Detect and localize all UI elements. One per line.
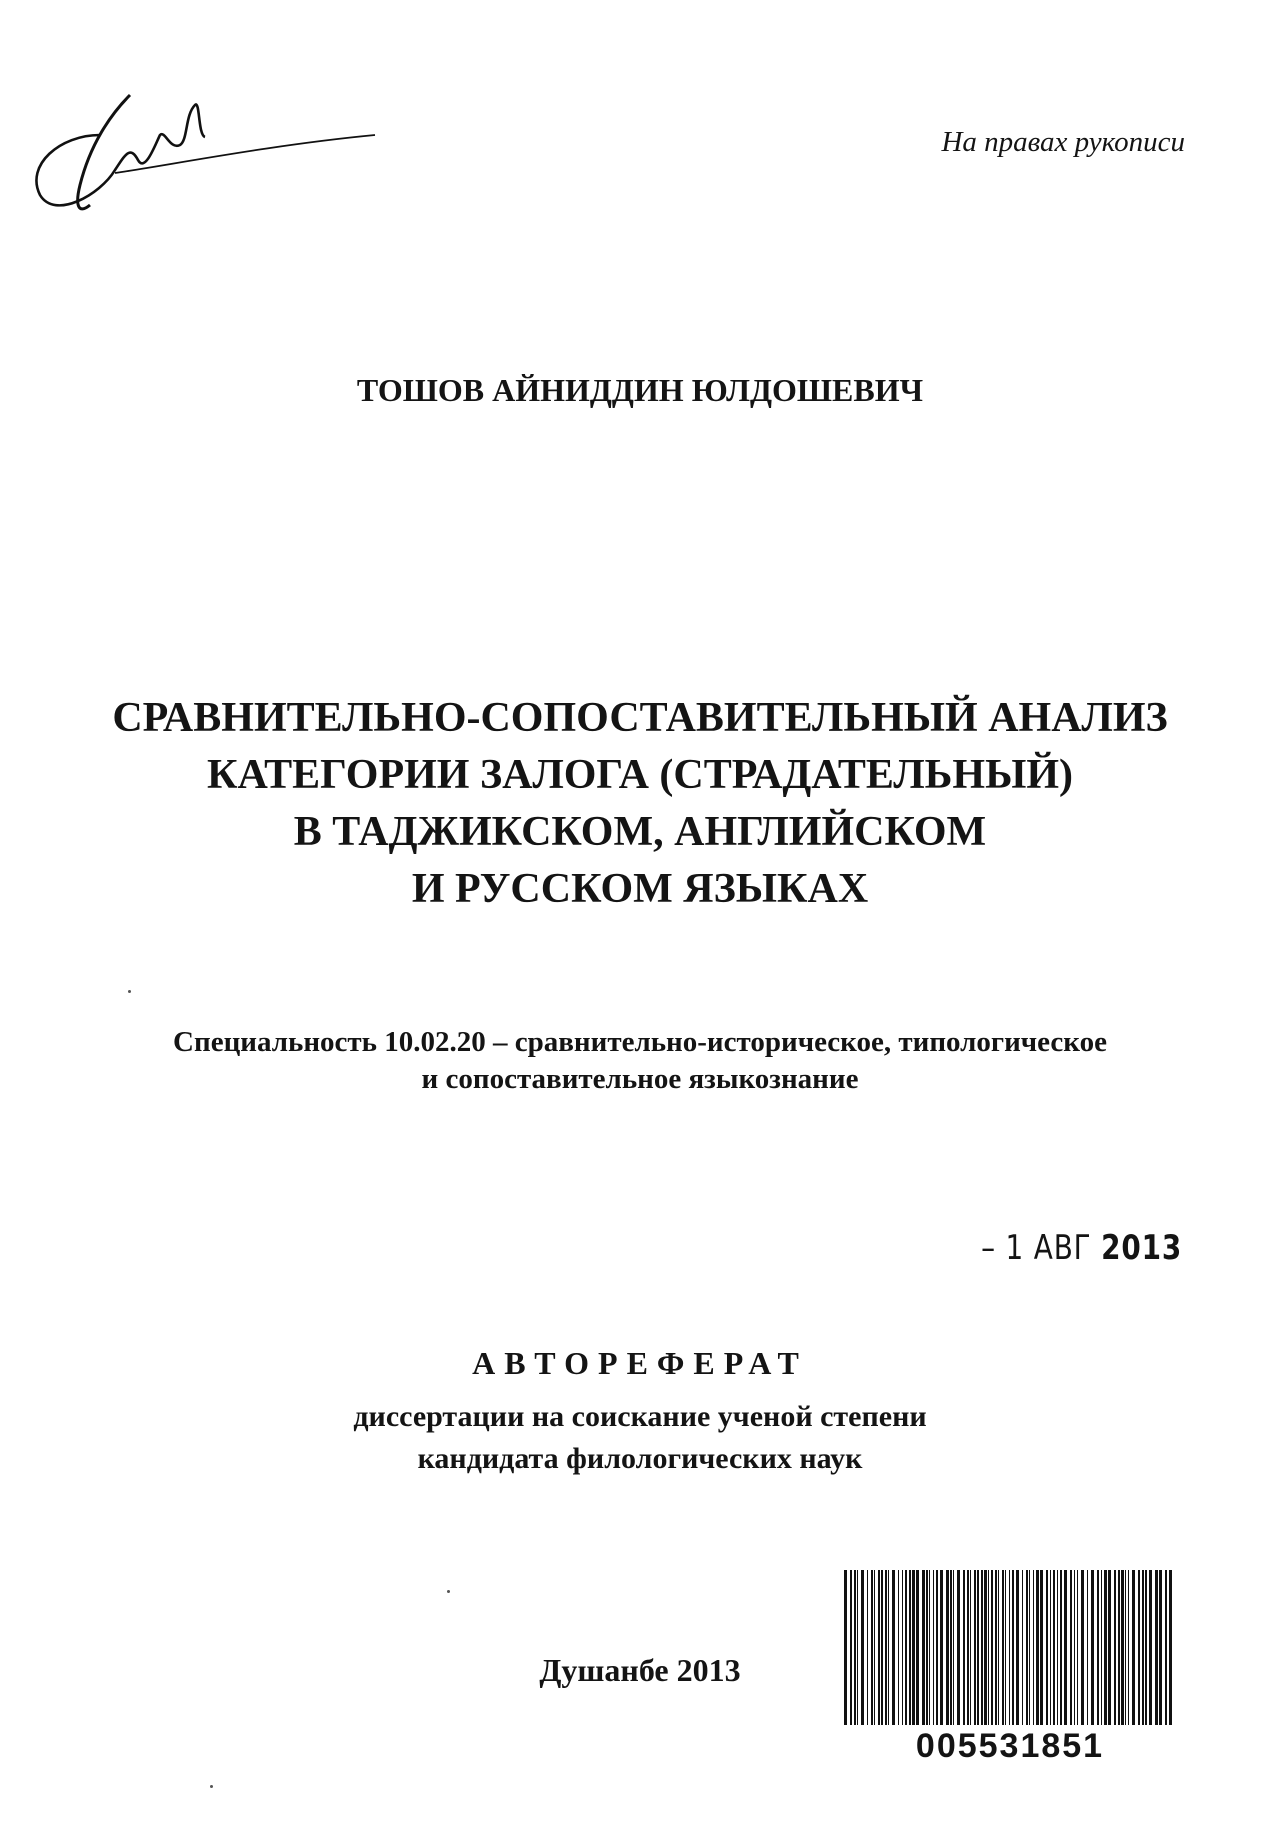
barcode (840, 1570, 1180, 1725)
barcode-bar (902, 1570, 903, 1725)
title-line: В ТАДЖИКСКОМ, АНГЛИЙСКОМ (293, 809, 987, 855)
barcode-bar (953, 1570, 954, 1725)
barcode-bar (1016, 1570, 1019, 1725)
barcode-bar (1145, 1570, 1147, 1725)
barcode-bar (1002, 1570, 1004, 1725)
barcode-bar (933, 1570, 934, 1725)
barcode-bar (1029, 1570, 1030, 1725)
barcode-bar (1101, 1570, 1102, 1725)
barcode-bar (922, 1570, 925, 1725)
barcode-bar (1057, 1570, 1058, 1725)
barcode-bar (1087, 1570, 1088, 1725)
barcode-bar (1012, 1570, 1014, 1725)
scan-speck (210, 1785, 213, 1788)
barcode-bar (916, 1570, 919, 1725)
dissertation-title (0, 690, 1280, 918)
barcode-bar (885, 1570, 887, 1725)
barcode-bar (871, 1570, 873, 1725)
barcode-bar (867, 1570, 868, 1725)
barcode-bar (1091, 1570, 1094, 1725)
barcode-bar (936, 1570, 938, 1725)
barcode-bar (878, 1570, 880, 1725)
barcode-bar (1165, 1570, 1167, 1725)
barcode-bar (963, 1570, 965, 1725)
barcode-bar (940, 1570, 943, 1725)
barcode-bar (1009, 1570, 1010, 1725)
barcode-bar (1046, 1570, 1048, 1725)
stamp-month: АВГ (1033, 1228, 1092, 1268)
barcode-bar (995, 1570, 997, 1725)
barcode-bar (1169, 1570, 1172, 1725)
barcode-bar (854, 1570, 856, 1725)
barcode-bar (1036, 1570, 1039, 1725)
barcode-bar (905, 1570, 907, 1725)
barcode-bar (1142, 1570, 1144, 1725)
barcode-bar (1074, 1570, 1075, 1725)
barcode-bar (1070, 1570, 1072, 1725)
barcode-bar (1138, 1570, 1140, 1725)
barcode-bar (991, 1570, 993, 1725)
barcode-bar (888, 1570, 889, 1725)
barcode-bar (892, 1570, 895, 1725)
rights-notice: На правах рукописи (941, 126, 1185, 158)
barcode-bar (1064, 1570, 1067, 1725)
barcode-bar (1108, 1570, 1111, 1725)
barcode-bar (950, 1570, 952, 1725)
barcode-bar (946, 1570, 949, 1725)
barcode-bar (977, 1570, 979, 1725)
barcode-bar (1050, 1570, 1051, 1725)
barcode-bar (974, 1570, 976, 1725)
specialty-line: Специальность 10.02.20 – сравнительно-историческое, типологическое (173, 1026, 1107, 1058)
barcode-bar (881, 1570, 883, 1725)
barcode-bar (1104, 1570, 1107, 1725)
barcode-bar (1125, 1570, 1126, 1725)
barcode-bar (1077, 1570, 1078, 1725)
scan-speck (128, 990, 131, 993)
barcode-bar (874, 1570, 875, 1725)
city-year: Душанбе 2013 (539, 1652, 741, 1688)
barcode-bar (850, 1570, 852, 1725)
barcode-bar (861, 1570, 864, 1725)
barcode-bar (1033, 1570, 1034, 1725)
barcode-bar (984, 1570, 987, 1725)
barcode-bar (1128, 1570, 1129, 1725)
barcode-bar (988, 1570, 989, 1725)
barcode-bar (909, 1570, 911, 1725)
barcode-bar (926, 1570, 928, 1725)
abstract-title: АВТОРЕФЕРАТ (472, 1345, 808, 1381)
handwritten-signature (20, 75, 380, 225)
barcode-bar (957, 1570, 960, 1725)
specialty-block (0, 1024, 1280, 1098)
barcode-bar (970, 1570, 971, 1725)
title-line: И РУССКОМ ЯЗЫКАХ (411, 866, 869, 912)
barcode-bar (1121, 1570, 1124, 1725)
barcode-bar (1005, 1570, 1006, 1725)
barcode-number: 005531851 (915, 1727, 1105, 1765)
barcode-bar (1097, 1570, 1099, 1725)
stamp-year: 2013 (1101, 1228, 1182, 1268)
barcode-bar (1159, 1570, 1162, 1725)
barcode-bar (929, 1570, 930, 1725)
barcode-bar (967, 1570, 969, 1725)
barcode-bar (1081, 1570, 1084, 1725)
barcode-bar (1155, 1570, 1158, 1725)
abstract-block (0, 1345, 1280, 1480)
title-line: КАТЕГОРИИ ЗАЛОГА (СТРАДАТЕЛЬНЫЙ) (207, 752, 1073, 798)
barcode-bar (912, 1570, 915, 1725)
barcode-bar (1026, 1570, 1028, 1725)
barcode-bar (1132, 1570, 1135, 1725)
abstract-line: диссертации на соискание ученой степени (353, 1400, 927, 1433)
stamp-day: – 1 (981, 1228, 1025, 1268)
barcode-bar (1040, 1570, 1043, 1725)
abstract-line: кандидата филологических наук (417, 1442, 863, 1475)
barcode-bar (1149, 1570, 1152, 1725)
author-name: ТОШОВ АЙНИДДИН ЮЛДОШЕВИЧ (356, 372, 924, 408)
barcode-bar (857, 1570, 858, 1725)
barcode-bar (1022, 1570, 1023, 1725)
barcode-bar (981, 1570, 983, 1725)
barcode-bar (844, 1570, 847, 1725)
barcode-bar (998, 1570, 999, 1725)
barcode-bar (1114, 1570, 1116, 1725)
barcode-bar (1053, 1570, 1055, 1725)
barcode-bar (898, 1570, 899, 1725)
date-stamp (981, 1228, 1182, 1268)
specialty-line: и сопоставительное языкознание (421, 1063, 859, 1095)
barcode-bar (1060, 1570, 1062, 1725)
title-line: СРАВНИТЕЛЬНО-СОПОСТАВИТЕЛЬНЫЙ АНАЛИЗ (112, 695, 1168, 741)
scan-speck (447, 1590, 450, 1593)
barcode-bar (1118, 1570, 1120, 1725)
